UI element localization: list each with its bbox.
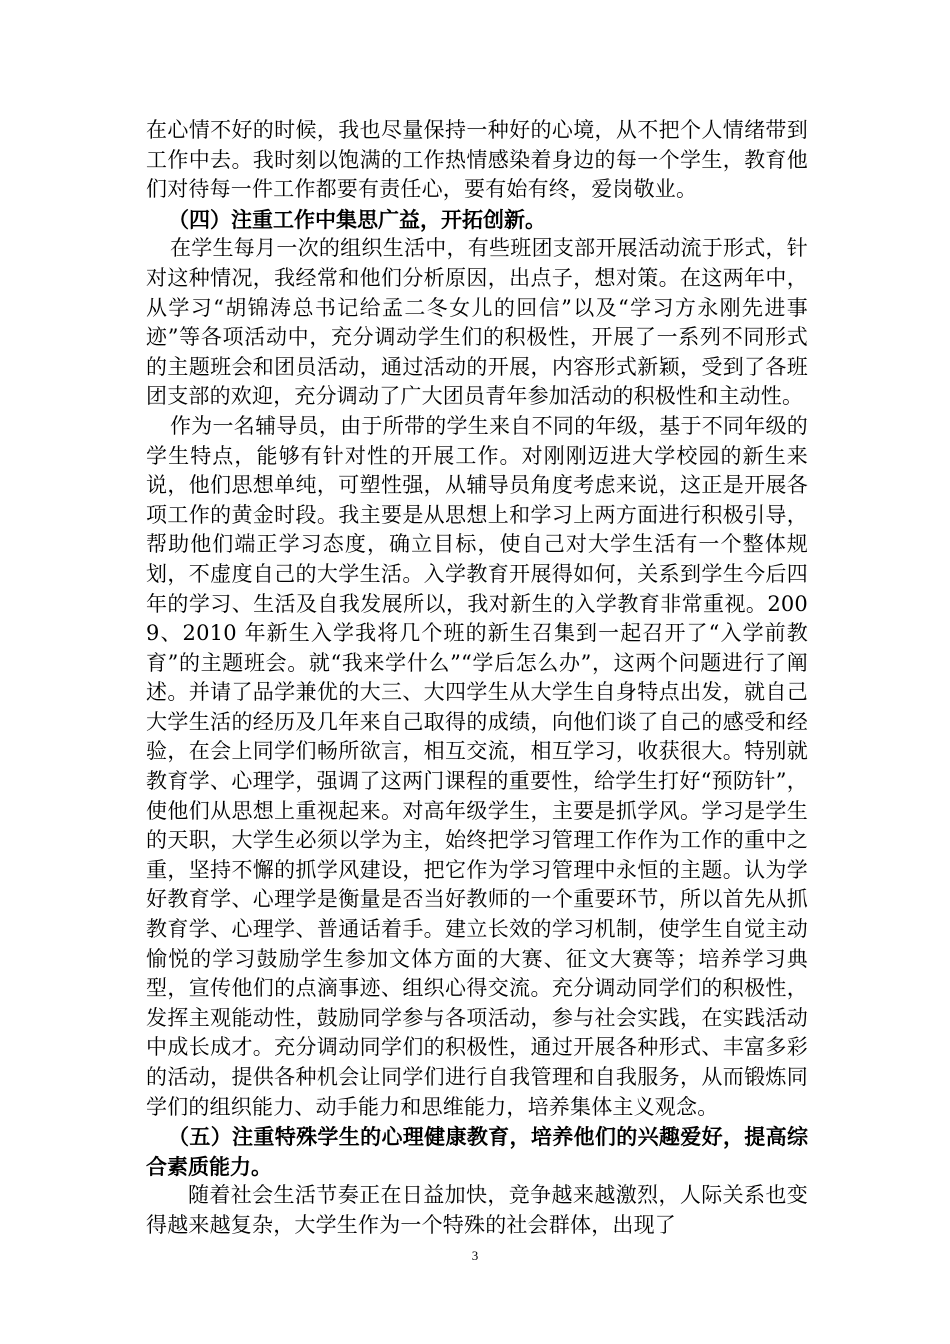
paragraph-mental-health: 随着社会生活节奏正在日益加快，竞争越来越激烈，人际关系也变得越来越复杂，大学生作为一个特殊的社会群体，出现了 (146, 1183, 808, 1237)
paragraph-counselor: 作为一名辅导员，由于所带的学生来自不同的年级，基于不同年级的学生特点，能够有针对性的开展工作。对刚刚迈进大学校园的新生来说，他们思想单纯，可塑性强，从辅导员角度考虑来说，这正是开展各项工作的黄金时段。我主要是从思想上和学习上两方面进行积极引导，帮助他们端正学习态度，确立目标，使自己对大学生活有一个整体规划，不虚度自己的大学生活。入学教育开展得如何，关系到学生今后四年的学习、生活及自我发展所以，我对新生的入学教育非常重视。2009、2010 年新生入学我将几个班的新生召集到一起召开了“入学前教育”的主题班会。就“我来学什么”“学后怎么办”，这两个问题进行了阐述。并请了品学兼优的大三、大四学生从大学生自身特点出发，就自己大学生活的经历及几年来自己取得的成绩，向他们谈了自己的感受和经验，在会上同学们畅所欲言，相互交流，相互学习，收获很大。特别就教育学、心理学，强调了这两门课程的重要性，给学生打好“预防针”，使他们从思想上重视起来。对高年级学生，主要是抓学风。学习是学生的天职，大学生必须以学为主，始终把学习管理工作作为工作的重中之重，坚持不懈的抓学风建设，把它作为学习管理中永恒的主题。认为学好教育学、心理学是衡量是否当好教师的一个重要环节，所以首先从抓教育学、心理学、普通话着手。建立长效的学习机制，使学生自觉主动愉悦的学习鼓励学生参加文体方面的大赛、征文大赛等；培养学习典型，宣传他们的点滴事迹、组织心得交流。充分调动同学们的积极性，发挥主观能动性，鼓励同学参与各项活动，参与社会实践，在实践活动中成长成才。充分调动同学们的积极性，通过开展各种形式、丰富多彩的活动，提供各种机会让同学们进行自我管理和自我服务，从而锻炼同学们的组织能力、动手能力和思维能力，培养集体主义观念。 (146, 413, 808, 1119)
paragraph-activities: 在学生每月一次的组织生活中，有些班团支部开展活动流于形式，针对这种情况，我经常和他们分析原因，出点子，想对策。在这两年中，从学习“胡锦涛总书记给孟二冬女儿的回信”以及“学习方永刚先进事迹”等各项活动中，充分调动学生们的积极性，开展了一系列不同形式的主题班会和团员活动，通过活动的开展，内容形式新颖，受到了各班团支部的欢迎，充分调动了广大团员青年参加活动的积极性和主动性。 (146, 236, 808, 409)
section-heading-5: （五）注重特殊学生的心理健康教育，培养他们的兴趣爱好，提高综合素质能力。 (146, 1124, 808, 1179)
page-number: 3 (471, 1248, 479, 1263)
paragraph-continued: 在心情不好的时候，我也尽量保持一种好的心境，从不把个人情绪带到工作中去。我时刻以饱满的工作热情感染着身边的每一个学生，教育他们对待每一件工作都要有责任心，要有始有终，爱岗敬业。 (146, 118, 808, 202)
section-heading-4: （四）注重工作中集思广益，开拓创新。 (168, 206, 546, 232)
document-body (146, 116, 808, 1241)
